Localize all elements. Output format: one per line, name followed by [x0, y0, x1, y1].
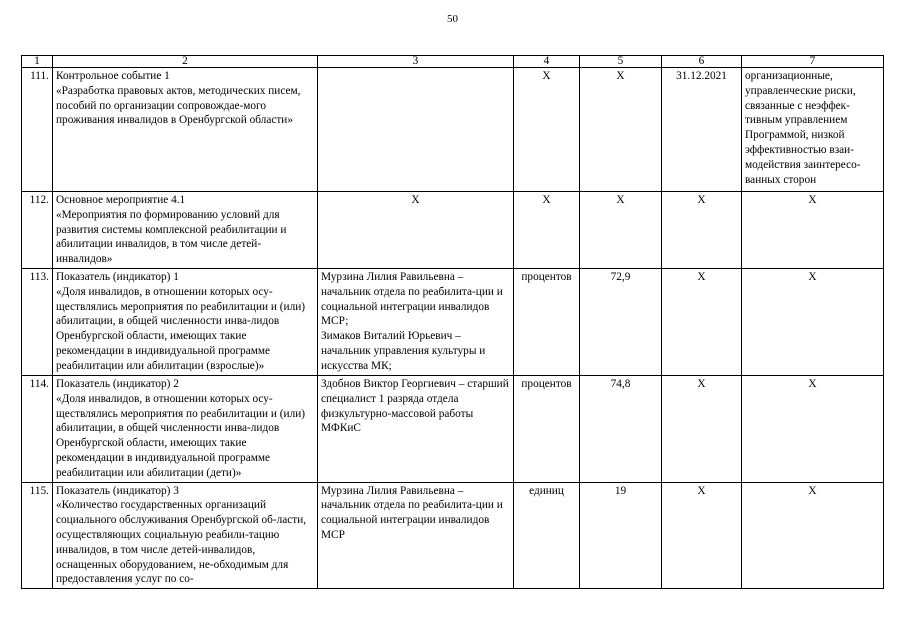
- column-header: 1: [22, 56, 53, 68]
- risks-cell: Х: [742, 482, 884, 589]
- table-row: [22, 375, 884, 482]
- table-row: [22, 268, 884, 375]
- risks-cell: Х: [742, 192, 884, 269]
- responsible-person: Мурзина Лилия Равильевна – начальник отдела по реабилита-ции и социальной интеграции инвалидов МСР; Зимаков Виталий Юрьевич – начальник управления культуры и искусства МК;: [318, 268, 514, 375]
- value-cell: 74,8: [580, 375, 662, 482]
- unit-cell: Х: [514, 192, 580, 269]
- unit-cell: процентов: [514, 375, 580, 482]
- unit-cell: процентов: [514, 268, 580, 375]
- event-name: Контрольное событие 1 «Разработка правовых актов, методических писем, пособий по организации сопровождае-мого проживания инвалидов в Оренбургской области»: [53, 68, 318, 192]
- column-header: 5: [580, 56, 662, 68]
- value-cell: Х: [580, 192, 662, 269]
- value-cell: 72,9: [580, 268, 662, 375]
- column-header: 3: [318, 56, 514, 68]
- event-name: Показатель (индикатор) 3 «Количество государственных организаций социального обслуживания Оренбургской об-ласти, осуществляющих социальную реабили-тацию инвалидов, в том числе детей-инвалидов, оснащенных оборудованием, не-обходимым для предоставления услуг по со-: [53, 482, 318, 589]
- table-row: [22, 192, 884, 269]
- row-number: 114.: [22, 375, 53, 482]
- responsible-person: Мурзина Лилия Равильевна – начальник отдела по реабилита-ции и социальной интеграции инвалидов МСР: [318, 482, 514, 589]
- column-header: 6: [662, 56, 742, 68]
- unit-cell: Х: [514, 68, 580, 192]
- value-cell: 19: [580, 482, 662, 589]
- column-header: 4: [514, 56, 580, 68]
- column-number-row: [22, 56, 884, 68]
- date-cell: Х: [662, 268, 742, 375]
- date-cell: Х: [662, 192, 742, 269]
- table-row: [22, 482, 884, 589]
- table-row: [22, 68, 884, 192]
- date-cell: Х: [662, 375, 742, 482]
- row-number: 112.: [22, 192, 53, 269]
- risks-cell: организационные, управленческие риски, связанные с неэффек-тивным управлением Программой, низкой эффективностью взаи-модействия заинтересо-ванных сторон: [742, 68, 884, 192]
- measures-table: [21, 55, 884, 589]
- row-number: 111.: [22, 68, 53, 192]
- row-number: 115.: [22, 482, 53, 589]
- date-cell: 31.12.2021: [662, 68, 742, 192]
- value-cell: Х: [580, 68, 662, 192]
- event-name: Показатель (индикатор) 2 «Доля инвалидов, в отношении которых осу-ществлялись мероприятия по реабилитации и (или) абилитации, в общей численности инва-лидов Оренбургской области, имеющих такие рекомендации в индивидуальной программе реабилитации или абилитации (дети)»: [53, 375, 318, 482]
- column-header: 2: [53, 56, 318, 68]
- event-name: Основное мероприятие 4.1 «Мероприятия по формированию условий для развития системы комплексной реабилитации и абилитации инвалидов, в том числе детей-инвалидов»: [53, 192, 318, 269]
- risks-cell: Х: [742, 268, 884, 375]
- unit-cell: единиц: [514, 482, 580, 589]
- risks-cell: Х: [742, 375, 884, 482]
- date-cell: Х: [662, 482, 742, 589]
- responsible-person: Здобнов Виктор Георгиевич – старший специалист 1 разряда отдела физкультурно-массовой работы МФКиС: [318, 375, 514, 482]
- column-header: 7: [742, 56, 884, 68]
- row-number: 113.: [22, 268, 53, 375]
- responsible-person: Х: [318, 192, 514, 269]
- page-number: 50: [447, 13, 458, 25]
- event-name: Показатель (индикатор) 1 «Доля инвалидов, в отношении которых осу-ществлялись мероприятия по реабилитации и (или) абилитации, в общей численности инва-лидов Оренбургской области, имеющих такие рекомендации в индивидуальной программе реабилитации или абилитации (взрослые)»: [53, 268, 318, 375]
- responsible-person: [318, 68, 514, 192]
